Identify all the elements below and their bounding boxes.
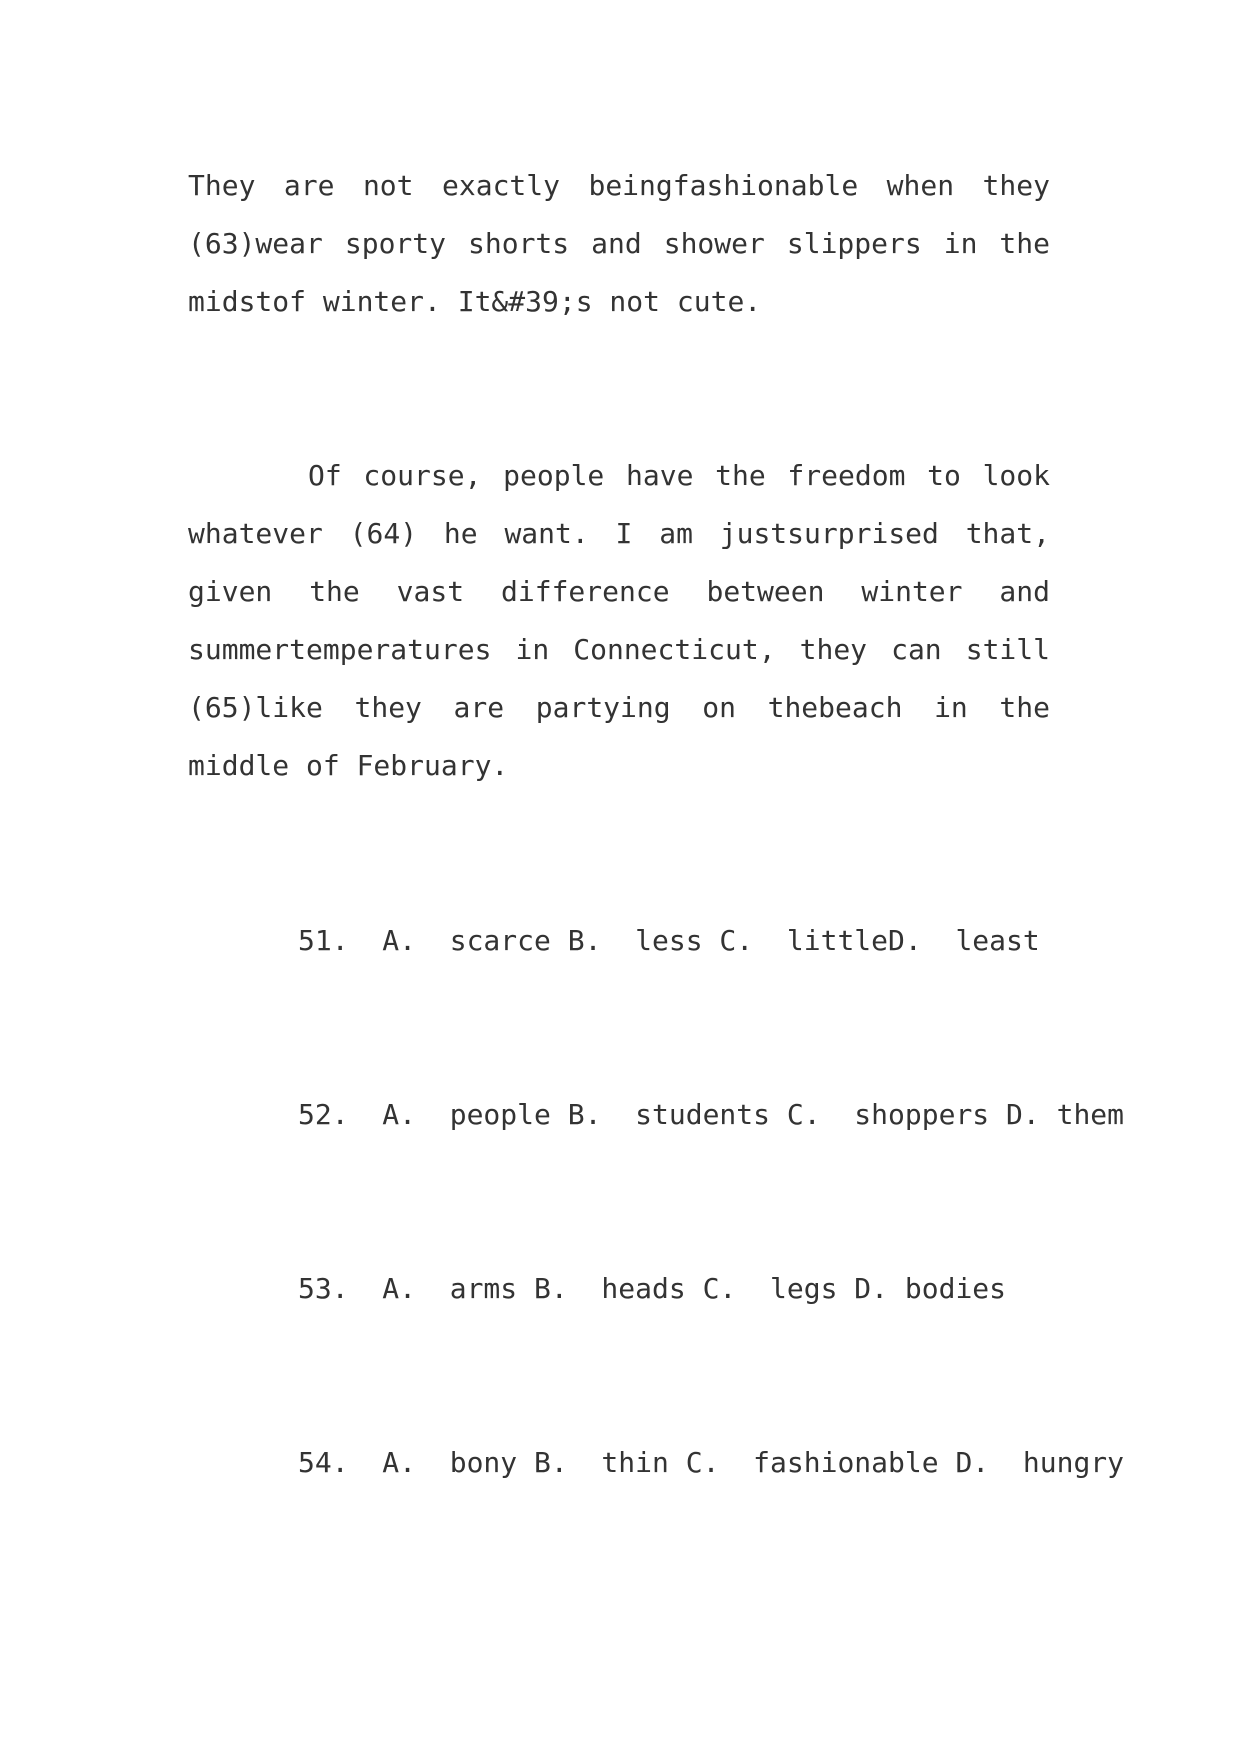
question-52: 52. A. people B. students C. shoppers D. them (298, 1098, 1125, 1131)
paragraph-1: They are not exactly beingfashionable when they (63)wear sporty shorts and shower slippers in the midstof winter. It&#39;s not cute. (188, 169, 1050, 318)
question-51: 51. A. scarce B. less C. littleD. least (298, 924, 1040, 957)
question-54: 54. A. bony B. thin C. fashionable D. hungry (298, 1446, 1125, 1479)
question-53: 53. A. arms B. heads C. legs D. bodies (298, 1272, 1007, 1305)
paragraph-2: Of course, people have the freedom to look whatever (64) he want. I am justsurprised that, given the vast difference between winter and summertemperatures in Connecticut, they can still (65)like they are partying on thebeach in the middle of February. (188, 459, 1050, 782)
